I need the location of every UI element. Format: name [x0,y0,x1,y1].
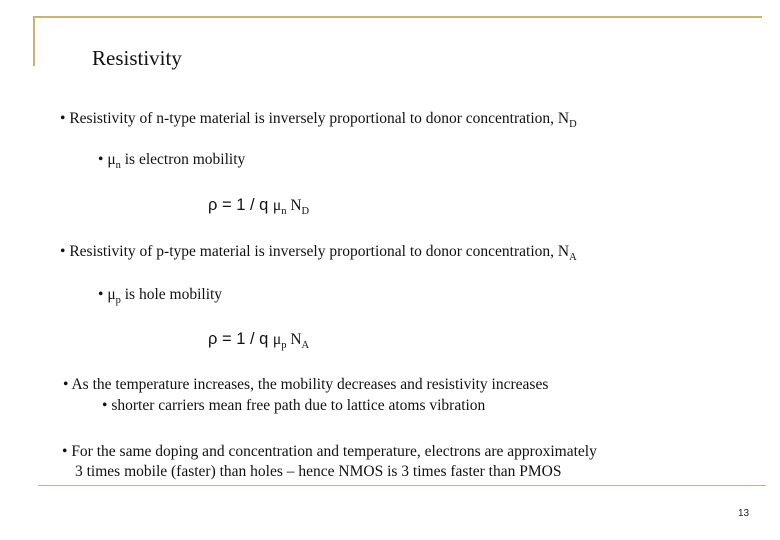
subscript: A [301,340,310,351]
bullet-text: As the temperature increases, the mobility decreases and resistivity increases [71,376,549,393]
concentration-symbol: N [286,331,302,348]
bullet-text: is electron mobility [120,151,246,168]
bullet-temperature [63,376,548,394]
mu-symbol: μ [272,331,282,348]
bullet-mark: • [63,376,69,393]
subscript: p [115,295,121,306]
top-rule [33,16,762,18]
bullet-mark: • [62,443,68,460]
subscript: D [569,119,577,130]
mu-symbol: μ [272,197,282,214]
subscript: p [281,340,287,351]
bullet-mean-free-path [102,397,485,415]
bullet-mark: • [60,110,66,127]
bullet-text: Resistivity of n-type material is inversely proportional to donor concentration, N [69,110,570,127]
subscript: D [301,206,310,217]
concentration-symbol: N [286,197,302,214]
equation-n-type [208,196,309,215]
subscript: n [115,160,121,171]
equation-lhs: ρ = 1 / q [208,196,273,214]
slide-title: Resistivity [92,46,182,70]
bullet-electron-mobility [98,151,245,169]
bottom-rule [38,485,766,486]
bullet-nmos-pmos [62,443,597,461]
bullet-n-type-resistivity [60,110,577,128]
subscript: n [281,206,287,217]
bullet-hole-mobility [98,286,222,304]
bullet-mark: • [102,397,108,414]
subscript: A [569,252,577,263]
bullet-text: is hole mobility [120,286,223,303]
page-number: 13 [738,508,750,519]
bullet-mark: • [98,286,104,303]
bullet-text: For the same doping and concentration and temperature, electrons are approximately [71,443,597,460]
mu-symbol: μ [107,286,116,303]
mu-symbol: μ [107,151,116,168]
bullet-nmos-pmos-continued: 3 times mobile (faster) than holes – hence NMOS is 3 times faster than PMOS [75,463,562,480]
equation-p-type [208,330,309,349]
left-rule [33,16,35,66]
bullet-mark: • [98,151,104,168]
bullet-text: Resistivity of p-type material is inversely proportional to donor concentration, N [69,243,570,260]
bullet-p-type-resistivity [60,243,577,261]
equation-lhs: ρ = 1 / q [208,330,273,348]
bullet-text: shorter carriers mean free path due to lattice atoms vibration [111,397,486,414]
bullet-mark: • [60,243,66,260]
